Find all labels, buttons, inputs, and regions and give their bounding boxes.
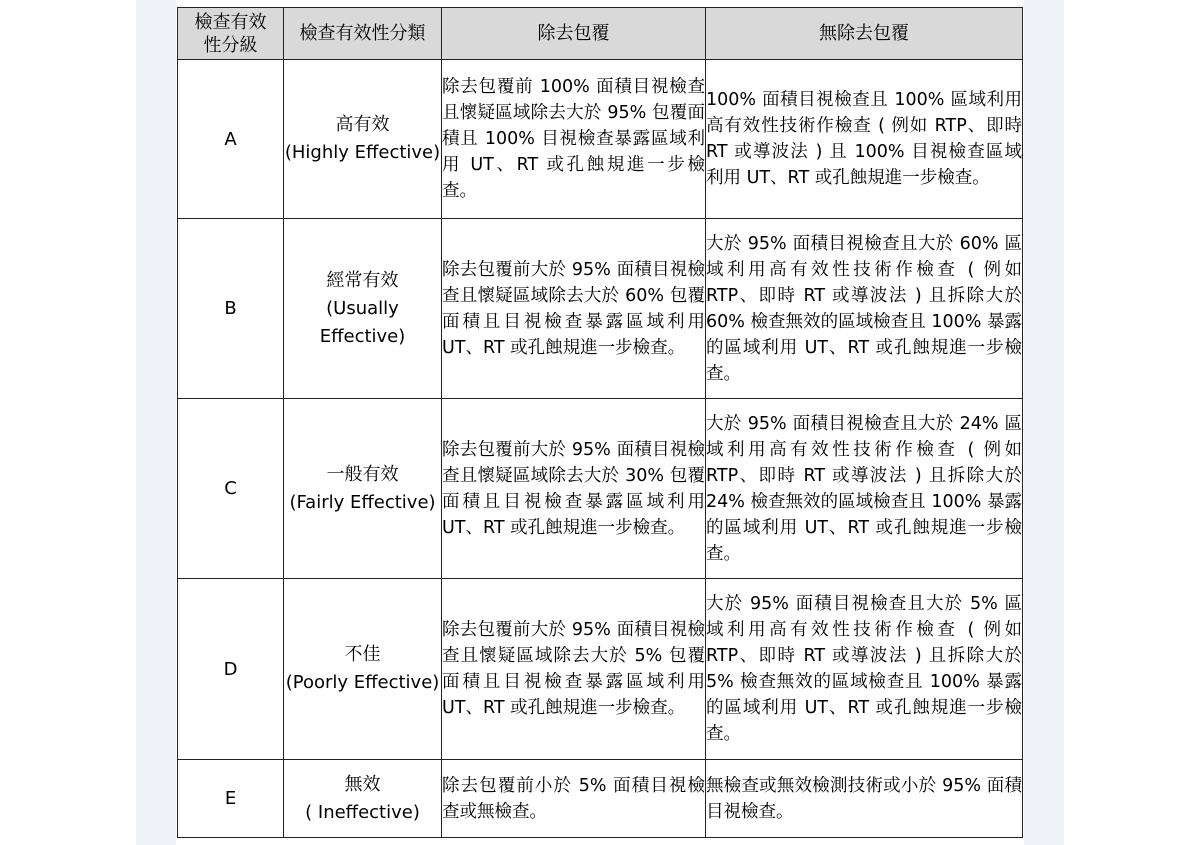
grade-cell: E	[178, 760, 284, 838]
category-zh: 一般有效	[326, 463, 399, 485]
removed-cell: 除去包覆前大於 95% 面積目視檢查且懷疑區域除去大於 30% 包覆面積且目視檢查暴露區域利用 UT、RT 或孔蝕規進一步檢查。	[442, 399, 706, 579]
inspection-effectiveness-table	[177, 7, 1023, 838]
category-zh: 高有效	[335, 114, 390, 135]
category-cell	[284, 399, 442, 579]
category-en: ( Ineffective)	[305, 801, 420, 823]
table-row	[178, 399, 1023, 579]
table-row	[178, 219, 1023, 399]
category-cell	[284, 219, 442, 399]
category-zh: 無效	[344, 773, 381, 795]
table-row	[178, 60, 1023, 219]
not-removed-cell: 大於 95% 面積目視檢查且大於 24% 區域利用高有效性技術作檢查 ( 例如 RTP、即時 RT 或導波法 ) 且拆除大於 24% 檢查無效的區域檢查且 100% 暴露的區域利用 UT、RT 或孔蝕規進一步檢查。	[706, 399, 1023, 579]
removed-cell: 除去包覆前大於 95% 面積目視檢查且懷疑區域除去大於 5% 包覆面積且目視檢查暴露區域利用 UT、RT 或孔蝕規進一步檢查。	[442, 579, 706, 760]
grade-cell: C	[178, 399, 284, 579]
grade-cell: B	[178, 219, 284, 399]
category-en: (Usually Effective)	[319, 297, 406, 347]
grade-cell: D	[178, 579, 284, 760]
category-cell	[284, 760, 442, 838]
document-page	[176, 0, 1024, 845]
not-removed-cell: 大於 95% 面積目視檢查且大於 5% 區域利用高有效性技術作檢查 ( 例如 RTP、即時 RT 或導波法 ) 且拆除大於 5% 檢查無效的區域檢查且 100% 暴露的區域利用 UT、RT 或孔蝕規進一步檢查。	[706, 579, 1023, 760]
header-category: 檢查有效性分類	[284, 8, 442, 60]
removed-cell: 除去包覆前 100% 面積目視檢查且懷疑區域除去大於 95% 包覆面積且 100% 目視檢查暴露區域利用 UT、RT 或孔蝕規進一步檢查。	[442, 60, 706, 219]
table-row	[178, 760, 1023, 838]
not-removed-cell: 大於 95% 面積目視檢查且大於 60% 區域利用高有效性技術作檢查 ( 例如 RTP、即時 RT 或導波法 ) 且拆除大於 60% 檢查無效的區域檢查且 100% 暴露的區域利用 UT、RT 或孔蝕規進一步檢查。	[706, 219, 1023, 399]
removed-cell: 除去包覆前小於 5% 面積目視檢查或無檢查。	[442, 760, 706, 838]
not-removed-cell: 100% 面積目視檢查且 100% 區域利用高有效性技術作檢查 ( 例如 RTP、即時 RT 或導波法 ) 且 100% 目視檢查區域利用 UT、RT 或孔蝕規進一步檢查。	[706, 60, 1023, 219]
removed-cell: 除去包覆前大於 95% 面積目視檢查且懷疑區域除去大於 60% 包覆面積且目視檢查暴露區域利用 UT、RT 或孔蝕規進一步檢查。	[442, 219, 706, 399]
header-not-removed: 無除去包覆	[706, 8, 1023, 60]
left-margin-band	[136, 0, 176, 845]
category-en: (Highly Effective)	[284, 142, 441, 163]
category-zh: 不佳	[344, 644, 381, 665]
category-zh: 經常有效	[326, 269, 399, 291]
category-en: (Fairly Effective)	[289, 491, 436, 513]
right-margin-band	[1024, 0, 1064, 845]
grade-cell: A	[178, 60, 284, 219]
category-cell	[284, 579, 442, 760]
header-grade: 檢查有效性分級	[178, 8, 284, 60]
header-row	[178, 8, 1023, 60]
category-cell	[284, 60, 442, 219]
not-removed-cell: 無檢查或無效檢測技術或小於 95% 面積目視檢查。	[706, 760, 1023, 838]
category-en: (Poorly Effective)	[285, 672, 440, 693]
table-row	[178, 579, 1023, 760]
header-removed: 除去包覆	[442, 8, 706, 60]
